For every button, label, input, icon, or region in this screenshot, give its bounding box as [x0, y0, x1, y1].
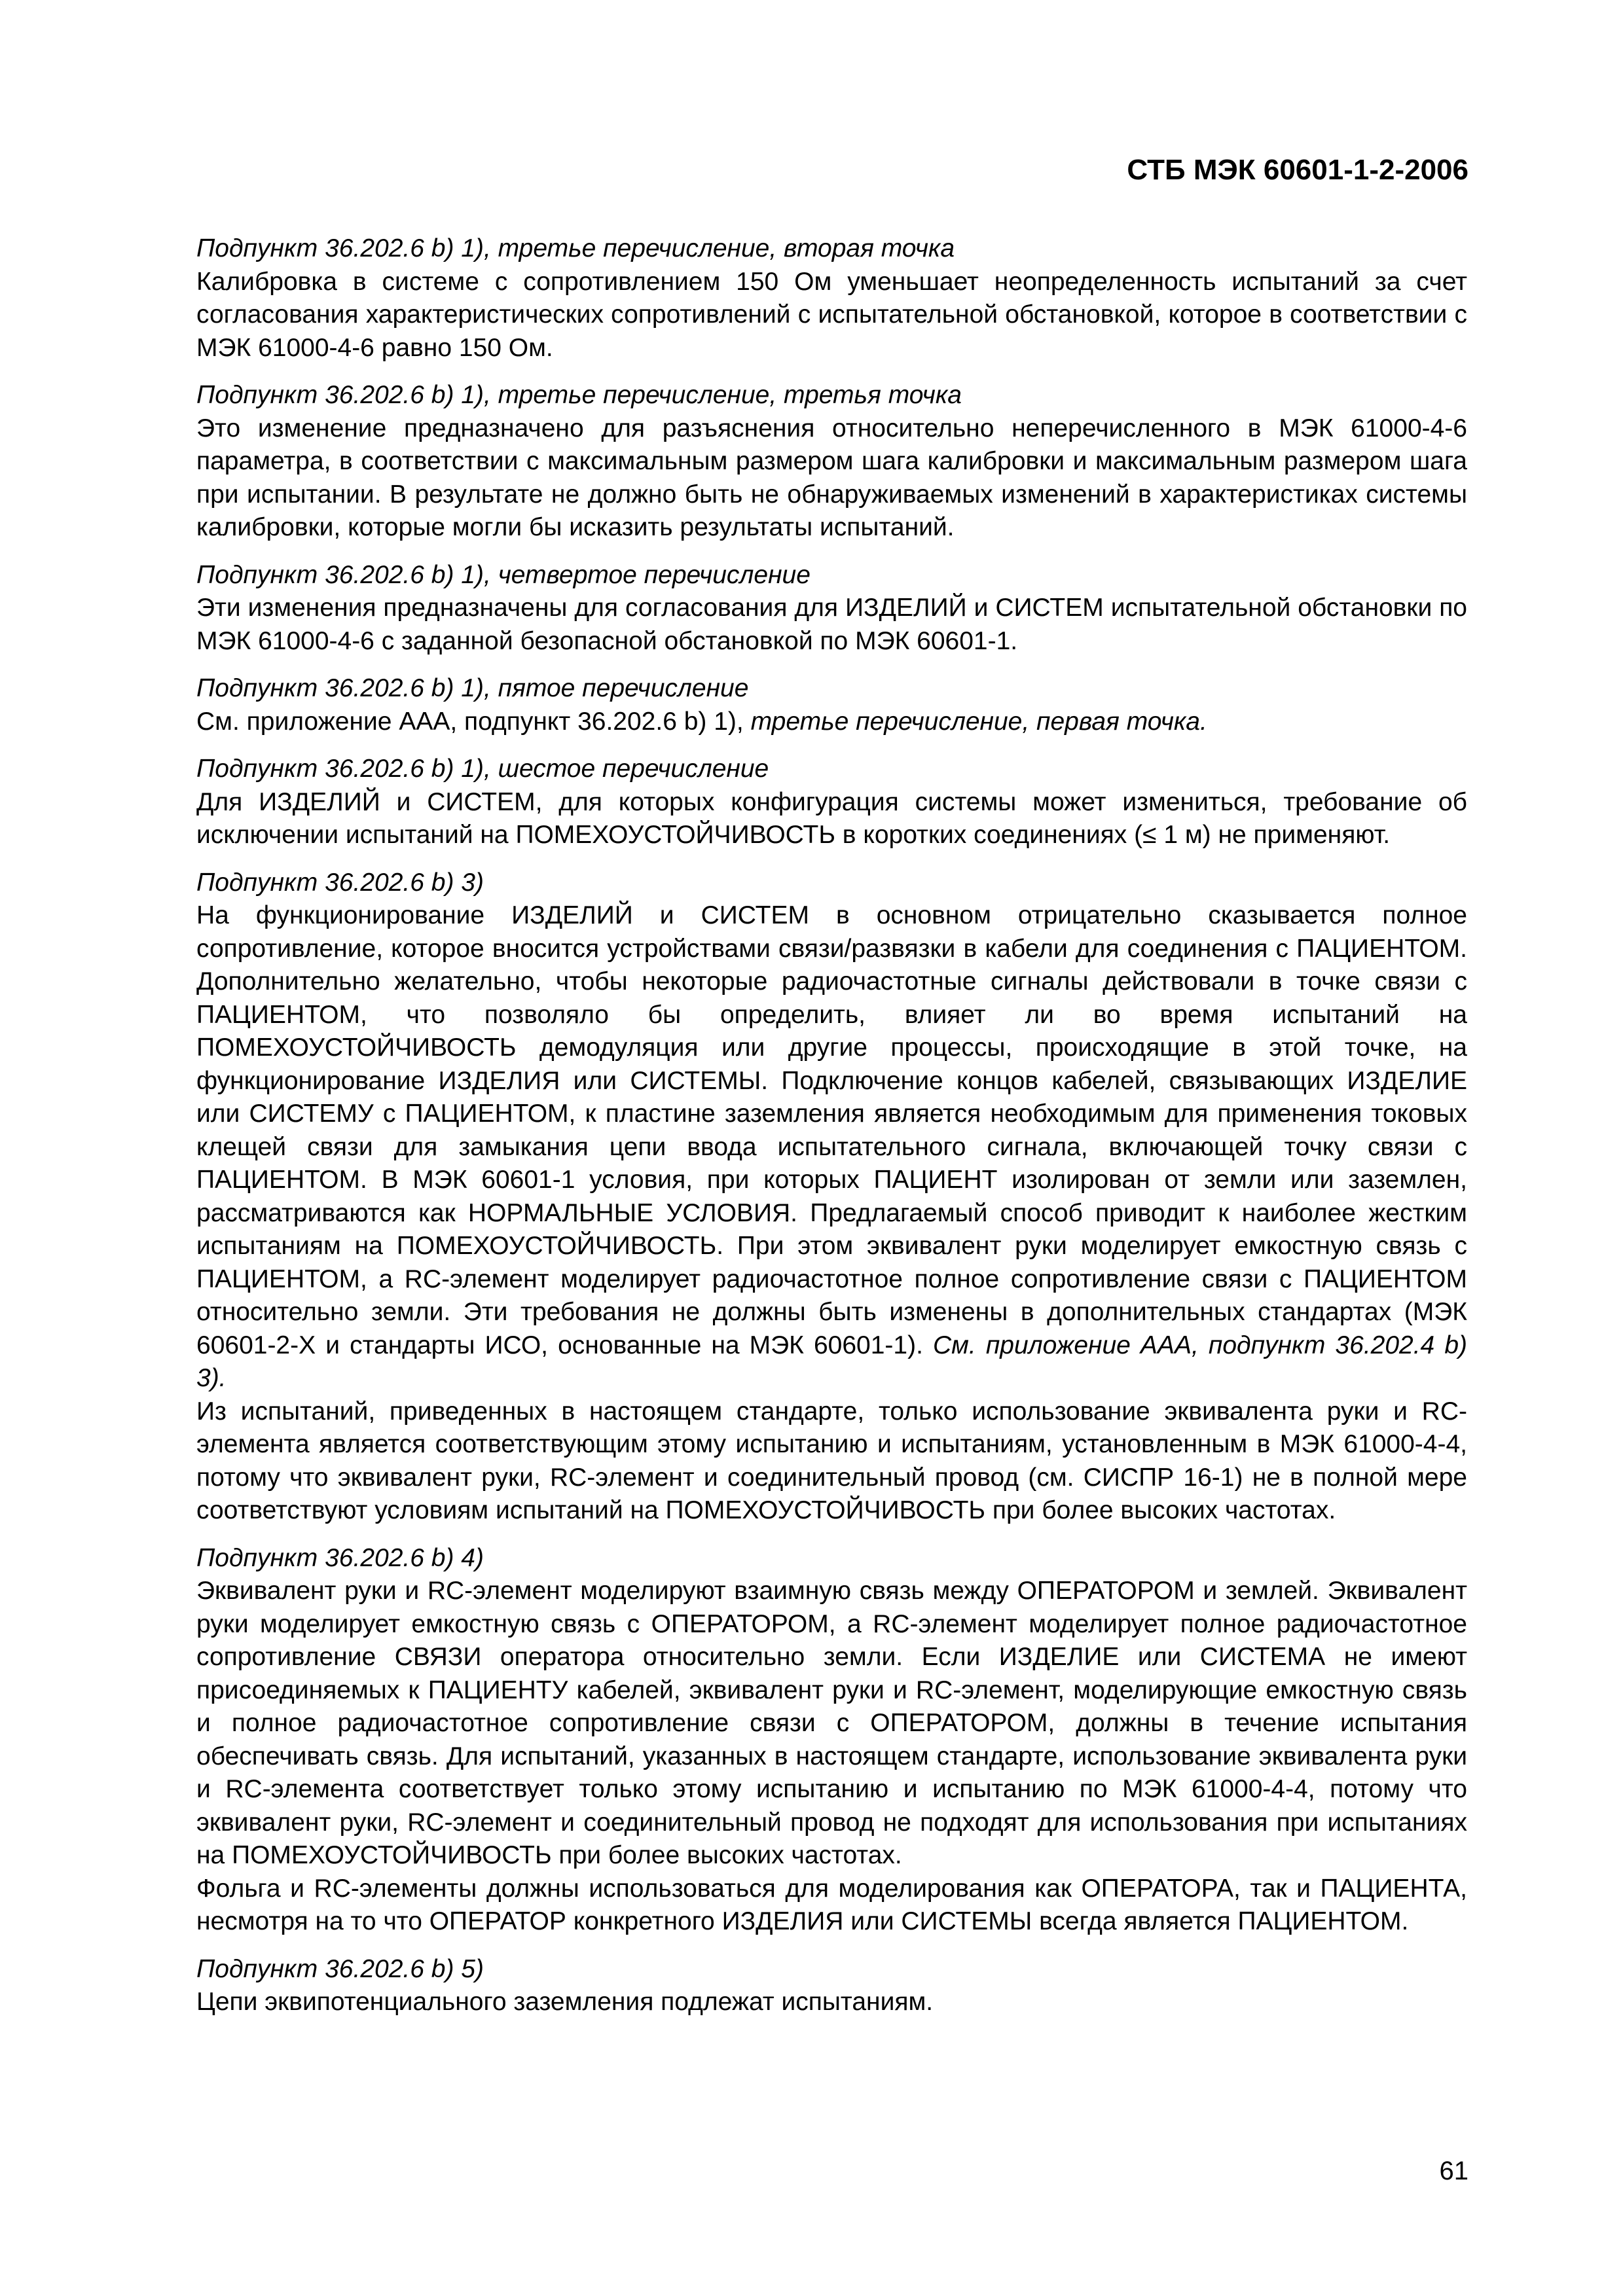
paragraph-italic-text: См. приложение ААА, подпункт 36.202.4 b) 3).: [196, 1331, 1468, 1392]
section-36-202-6-b1-3-3: [196, 379, 1467, 545]
document-id-header: СТБ МЭК 60601-1-2-2006: [1127, 154, 1468, 186]
paragraph: Это изменение предназначено для разъяснения относительно неперечисленного в МЭК 61000-4-6 параметра, в соответствии с максимальным размером шага калибровки и максимальным размером шага при испытании. В результате не должно быть не обнаруживаемых изменений в характеристиках системы калибровки, которые могли бы исказить результаты испытаний.: [196, 414, 1467, 541]
section-36-202-6-b5: [196, 1953, 1467, 2019]
paragraph: Эквивалент руки и RC-элемент моделируют взаимную связь между ОПЕРАТОРОМ и землей. Эквивалент руки моделирует емкостную связь с ОПЕРАТОРОМ, а RC-элемент моделирует полное радиочастотное сопротивление СВЯЗИ оператора относительно земли. Если ИЗДЕЛИЕ или СИСТЕМА не имеют присоединяемых к ПАЦИЕНТУ кабелей, эквивалент руки и RC-элемент, моделирующие емкостную связь и полное радиочастотное сопротивление связи с ОПЕРАТОРОМ, должны в течение испытания обеспечивать связь. Для испытаний, указанных в настоящем стандарте, использование эквивалента руки и RC-элемента соответствует только этому испытанию и испытанию по МЭК 61000-4-4, потому что эквивалент руки, RC-элемент и соединительный провод не подходят для использования при испытаниях на ПОМЕХОУСТОЙЧИВОСТЬ при более высоких частотах.: [196, 1577, 1467, 1869]
paragraph: Фольга и RC-элементы должны использоваться для моделирования как ОПЕРАТОРА, так и ПАЦИЕНТА, несмотря на то что ОПЕРАТОР конкретного ИЗДЕЛИЯ или СИСТЕМЫ всегда является ПАЦИЕНТОМ.: [196, 1874, 1467, 1935]
section-heading: Подпункт 36.202.6 b) 1), третье перечисление, третья точка: [196, 381, 962, 409]
paragraph: Для ИЗДЕЛИЙ и СИСТЕМ, для которых конфигурация системы может измениться, требование об исключении испытаний на ПОМЕХОУСТОЙЧИВОСТЬ в коротких соединениях (≤ 1 м) не применяют.: [196, 787, 1467, 849]
paragraph: Эти изменения предназначены для согласования для ИЗДЕЛИЙ и СИСТЕМ испытательной обстановки по МЭК 61000-4-6 с заданной безопасной обстановкой по МЭК 60601-1.: [196, 594, 1467, 655]
section-heading: Подпункт 36.202.6 b) 1), четвертое перечисление: [196, 560, 811, 589]
section-heading: Подпункт 36.202.6 b) 4): [196, 1543, 484, 1572]
paragraph: Цепи эквипотенциального заземления подлежат испытаниям.: [196, 1988, 934, 2016]
paragraph: Из испытаний, приведенных в настоящем стандарте, только использование эквивалента руки и RC-элемента является соответствующим этому испытанию и испытаниям, установленным в МЭК 61000-4-4, потому что эквивалент руки, RC-элемент и соединительный провод (см. СИСПР 16-1) не в полной мере соответствуют условиям испытаний на ПОМЕХОУСТОЙЧИВОСТЬ при более высоких частотах.: [196, 1397, 1467, 1524]
section-36-202-6-b4: [196, 1542, 1467, 1939]
section-36-202-6-b3: [196, 867, 1467, 1528]
section-heading: Подпункт 36.202.6 b) 3): [196, 868, 484, 897]
section-36-202-6-b1-4: [196, 559, 1467, 658]
section-heading: Подпункт 36.202.6 b) 1), пятое перечисление: [196, 674, 749, 702]
section-heading: Подпункт 36.202.6 b) 1), шестое перечисление: [196, 755, 769, 783]
section-heading: Подпункт 36.202.6 b) 5): [196, 1954, 484, 1983]
section-36-202-6-b1-6: [196, 753, 1467, 852]
paragraph-italic-text: третье перечисление, первая точка.: [750, 707, 1207, 736]
section-36-202-6-b1-5: [196, 672, 1467, 738]
paragraph: Калибровка в системе с сопротивлением 150 Ом уменьшает неопределенность испытаний за счет согласования характеристических сопротивлений с испытательной обстановкой, которое в соответствии с МЭК 61000-4-6 равно 150 Ом.: [196, 267, 1467, 362]
document-body: [196, 232, 1467, 2034]
section-36-202-6-b1-3-2: [196, 232, 1467, 365]
paragraph-text: См. приложение ААА, подпункт 36.202.6 b) 1),: [196, 707, 751, 736]
paragraph-text: На функционирование ИЗДЕЛИЙ и СИСТЕМ в основном отрицательно сказывается полное сопротивление, которое вносится устройствами связи/развязки в кабели для соединения с ПАЦИЕНТОМ. Дополнительно желательно, чтобы некоторые радиочастотные сигналы действовали в точке связи с ПАЦИЕНТОМ, что позволяло бы определить, влияет ли во время испытаний на ПОМЕХОУСТОЙЧИВОСТЬ демодуляция или другие процессы, происходящие в этой точке, на функционирование ИЗДЕЛИЯ или СИСТЕМЫ. Подключение концов кабелей, связывающих ИЗДЕЛИЕ или СИСТЕМУ с ПАЦИЕНТОМ, к пластине заземления является необходимым для применения токовых клещей связи для замыкания цепи ввода испытательного сигнала, включающей точку связи с ПАЦИЕНТОМ. В МЭК 60601-1 условия, при которых ПАЦИЕНТ изолирован от земли или заземлен, рассматриваются как НОРМАЛЬНЫЕ УСЛОВИЯ. Предлагаемый способ приводит к наиболее жестким испытаниям на ПОМЕХОУСТОЙЧИВОСТЬ. При этом эквивалент руки моделирует емкостную связь с ПАЦИЕНТОМ, а RC-элемент моделирует радиочастотное полное сопротивление связи с ПАЦИЕНТОМ относительно земли. Эти требования не должны быть изменены в дополнительных стандартах (МЭК 60601-2-X и стандарты ИСО, основанные на МЭК 60601-1).: [196, 901, 1467, 1359]
paragraph: [196, 706, 1467, 739]
paragraph: [196, 899, 1467, 1395]
page-number: 61: [1439, 2157, 1468, 2185]
section-heading: Подпункт 36.202.6 b) 1), третье перечисление, вторая точка: [196, 234, 955, 262]
